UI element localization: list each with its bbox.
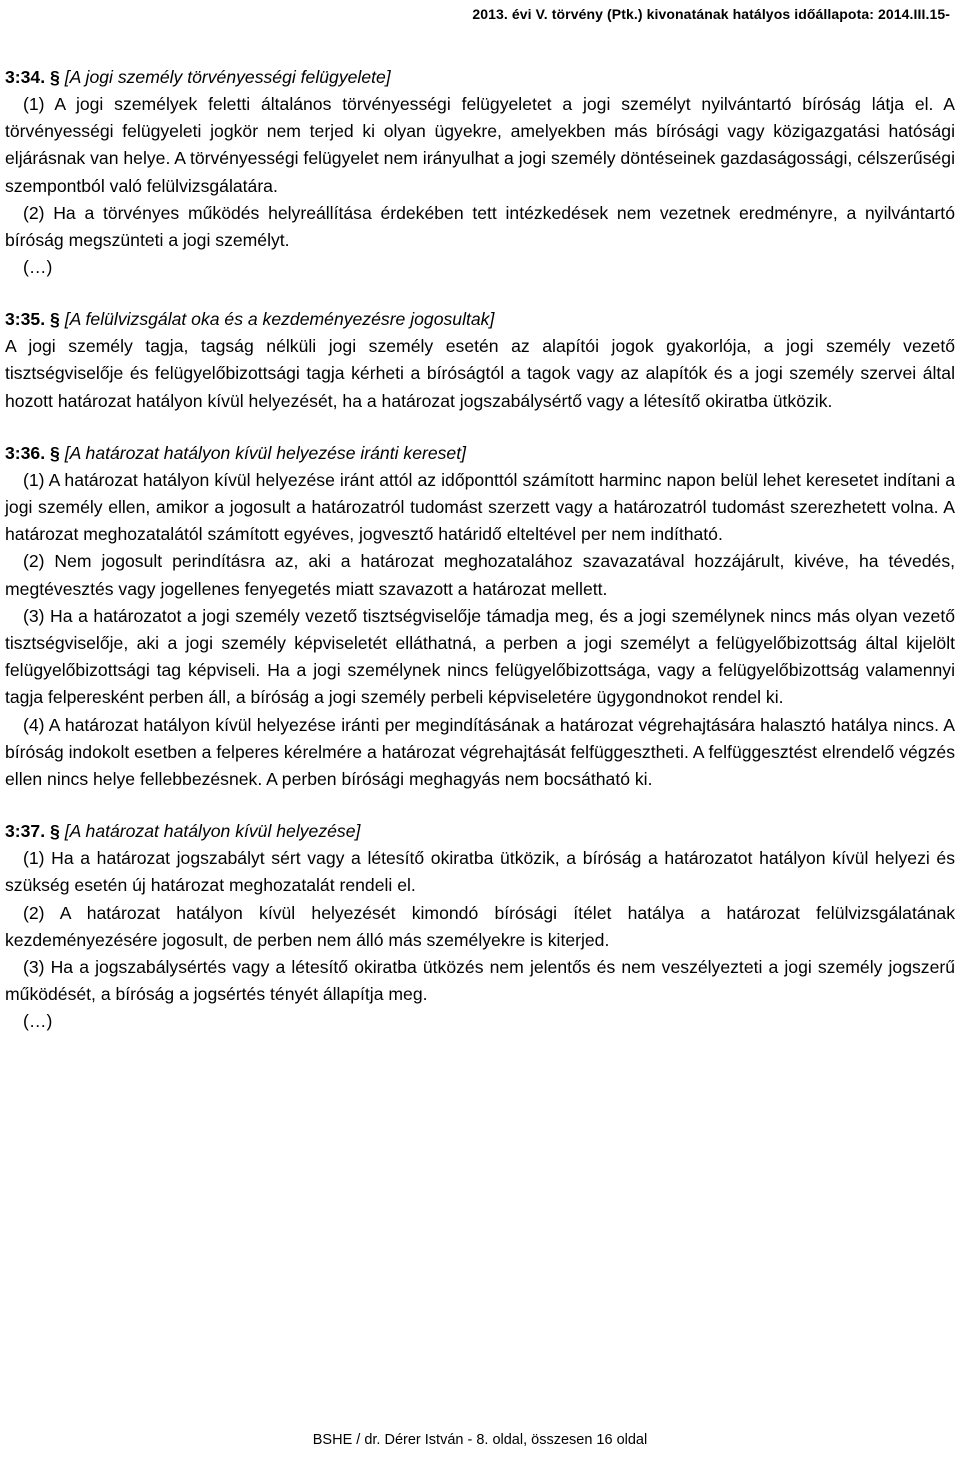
section-title: [A határozat hatályon kívül helyezése iránti kereset] <box>64 442 466 463</box>
paragraph-sign-icon: § <box>50 309 60 330</box>
page-footer: BSHE / dr. Dérer István - 8. oldal, összesen 16 oldal <box>312 1432 648 1448</box>
section-3-35 <box>5 306 955 415</box>
paragraph: (1) A határozat hatályon kívül helyezése iránt attól az időponttól számított harminc napon belül lehet keresetet indítani a jogi személy ellen, amikor a jogosult a határozatról tudomást szerzett vagy a határozatról tudomást szerezhetett volna. A határozat meghozatalától számított egyéves, jogvesztő határidő elteltével per nem indítható. <box>5 469 955 545</box>
section-heading <box>5 306 955 333</box>
paragraph: A jogi személy tagja, tagság nélküli jogi személy esetén az alapítói jogok gyakorlója, a jogi személy vezető tisztségviselője és felügyelőbizottsági tagja kérheti a bíróságtól a tagok vagy az alapítók és a jogi személy szervei által hozott határozat hatályon kívül helyezését, ha a határozat jogszabálysértő vagy a létesítő okiratba ütközik. <box>5 336 955 411</box>
section-number: 3:36. <box>5 442 46 463</box>
paragraph-sign-icon: § <box>50 442 60 463</box>
page-header: 2013. évi V. törvény (Ptk.) kivonatának hatályos időállapota: 2014.III.15- <box>472 6 950 22</box>
paragraph: (1) A jogi személyek feletti általános törvényességi felügyeletet a jogi személyt nyilvántartó bíróság látja el. A törvényességi felügyeleti jogkör nem terjed ki olyan ügyekre, amelyekben más bírósági vagy közigazgatási hatósági eljárásnak van helye. A törvényességi felügyelet nem irányulhat a jogi személy döntéseinek gazdaságossági, célszerűségi szempontból való felülvizsgálatára. <box>5 94 955 196</box>
section-3-34 <box>5 64 955 281</box>
section-heading <box>5 440 955 467</box>
document-body <box>5 64 955 1060</box>
paragraph-sign-icon: § <box>50 821 60 842</box>
section-number: 3:34. <box>5 67 46 87</box>
paragraph: (2) A határozat hatályon kívül helyezését kimondó bírósági ítélet hatálya a határozat felülvizsgálatának kezdeményezésére jogosult, de perben nem álló más személyekre is kiterjed. <box>5 902 955 950</box>
paragraph: (3) Ha a jogszabálysértés vagy a létesítő okiratba ütközés nem jelentős és nem veszélyezteti a jogi személy jogszerű működését, a bíróság a jogsértés tényét állapítja meg. <box>5 957 955 1005</box>
section-3-37 <box>5 818 955 1035</box>
paragraph: (3) Ha a határozatot a jogi személy vezető tisztségviselője támadja meg, és a jogi személynek nincs más olyan vezető tisztségviselője, aki a jogi személy képviseletét elláthatná, a perben a jogi személyt a felügyelőbizottság által kijelölt felügyelőbizottsági tag képviseli. Ha a jogi személynek nincs felügyelőbizottsága, vagy a felügyelőbizottság valamennyi tagja felperesként perben áll, a bíróság a jogi személy perbeli képviseletére ügygondnokot rendel ki. <box>5 605 955 708</box>
section-title: [A felülvizsgálat oka és a kezdeményezésre jogosultak] <box>64 309 495 330</box>
paragraph: (2) Nem jogosult perindításra az, aki a határozat meghozatalához szavazatával hozzájárult, kivéve, ha tévedés, megtévesztés vagy jogellenes fenyegetés miatt szavazott a határozat mellett. <box>5 551 955 599</box>
omission-marker: (…) <box>23 257 53 278</box>
section-number: 3:35. <box>5 309 46 330</box>
omission-marker: (…) <box>23 1011 53 1032</box>
paragraph-sign-icon: § <box>50 67 60 87</box>
paragraph: (4) A határozat hatályon kívül helyezése iránti per megindításának a határozat végrehajtására halasztó hatálya nincs. A bíróság indokolt esetben a felperes kérelmére a határozat végrehajtását felfüggesztheti. A felfüggesztést elrendelő végzés ellen nincs helye fellebbezésnek. A perben bírósági meghagyás nem bocsátható ki. <box>5 714 955 790</box>
section-title: [A határozat hatályon kívül helyezése] <box>64 821 361 842</box>
section-heading <box>5 818 955 845</box>
section-number: 3:37. <box>5 821 46 842</box>
section-title: [A jogi személy törvényességi felügyelete] <box>64 67 391 87</box>
paragraph: (2) Ha a törvényes működés helyreállítása érdekében tett intézkedések nem vezetnek eredményre, a nyilvántartó bíróság megszünteti a jogi személyt. <box>5 202 955 251</box>
section-3-36 <box>5 440 955 793</box>
section-heading <box>5 64 955 91</box>
paragraph: (1) Ha a határozat jogszabályt sért vagy a létesítő okiratba ütközik, a bíróság a határozatot hatályon kívül helyezi és szükség esetén új határozat meghozatalát rendeli el. <box>5 848 955 896</box>
